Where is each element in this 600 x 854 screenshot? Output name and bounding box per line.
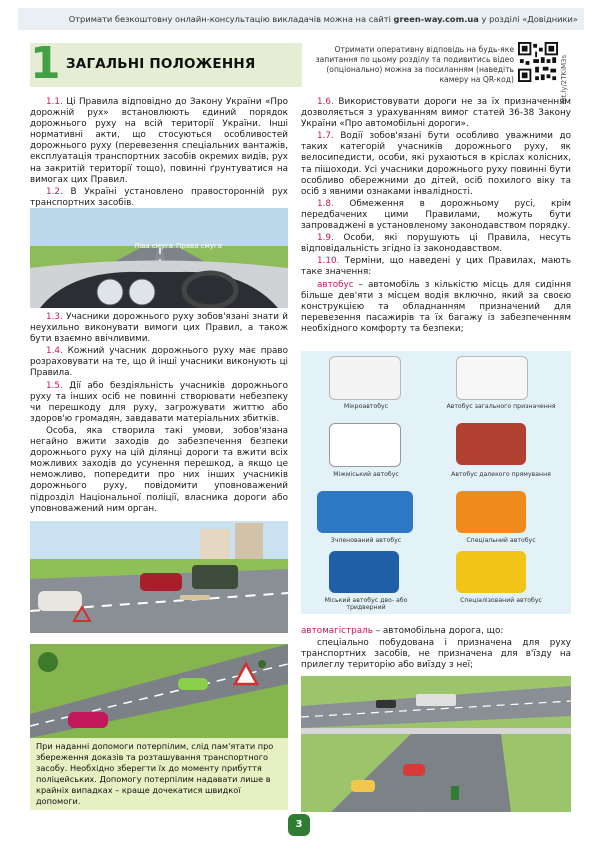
section-title: ЗАГАЛЬНІ ПОЛОЖЕННЯ (66, 56, 256, 72)
lane-left-label: Ліва смуга (134, 242, 174, 250)
qr-url: bit.ly/2TKiM3s (560, 54, 568, 104)
bus-image-7 (329, 551, 399, 593)
site-link[interactable]: green-way.com.ua (393, 14, 479, 24)
bus-image-2 (456, 356, 528, 400)
term-highway-definition-2: спеціально побудована і призначена для руху транспортних засобів, не призначена для в'їзду на прилеглу територію або виїзду з неї; (301, 638, 571, 671)
paragraph-1-9: 1.9. Особи, які порушують ці Правила, несуть відповідальність згідно із законодавством. (301, 233, 571, 255)
lane-right-label: Права смуга (176, 242, 222, 250)
bus-caption-8: Спеціалізований автобус (460, 597, 542, 604)
paragraph-1-5-cont: Особа, яка створила такі умови, зобов'язана негайно вжити заходів до забезпечення безпеки дорожнього руху на цій ділянці дороги та вжити всіх можливих заходів до усунення перешкод, а якщо це неможливо, попередити про них інших учасників дорожнього руху, повідомити уповноважений підрозділ Національної поліції, власника дороги або уповноважений ним орган. (30, 425, 288, 514)
bus-caption-3: Міжміський автобус (333, 471, 399, 478)
bus-image-4 (456, 423, 526, 465)
bus-image-1 (329, 356, 401, 400)
right-column-top (301, 97, 571, 336)
term-bus-definition: автобус – автомобіль з кількістю місць для сидіння більше дев'яти з місцем водія включно, який за своєю конструкцією та обладнанням призначений для перевезення пасажирів та їх багажу із забезпеченням необхідного комфорту та безпеки; (301, 279, 571, 334)
qr-code-icon[interactable] (518, 42, 558, 82)
left-column-middle (30, 312, 288, 516)
road-warning-illustration (30, 644, 288, 738)
right-column-bottom (301, 626, 571, 672)
bus-caption-7: Міський автобус дво- або тридверний (324, 597, 408, 611)
bus-image-3 (329, 423, 401, 467)
paragraph-1-8: 1.8. Обмеження в дорожньому русі, крім передбачених цими Правилами, можуть бути запроваджені в установленому законодавством порядку. (301, 198, 571, 232)
paragraph-1-4: 1.4. Кожний учасник дорожнього руху має право розраховувати на те, що й інші учасники виконують ці Правила. (30, 346, 288, 379)
first-aid-note: При наданні допомоги потерпілим, слід пам'ятати про збереження доказів та розташування транспортного засобу. Необхідно зберегти їх до моменту прибуття поліцейських. Допомогу потерпілим надавати лише в крайніх випадках – краще дочекатися швидкої допомоги. (30, 738, 288, 810)
bus-caption-4: Автобус далекого прямування (451, 471, 551, 478)
paragraph-1-1: 1.1. Ці Правила відповідно до Закону України «Про дорожній рух» встановлюють єдиний порядок дорожнього руху на всій території України. Інші нормативні акти, що стосуються особливостей дорожнього руху (перевезення спеціальних вантажів, експлуатація транспортних засобів окремих видів, рух на закритій території тощо), повинні ґрунтуватися на вимогах цих Правил. (30, 97, 288, 185)
bus-image-6 (456, 491, 526, 533)
dashboard-road-image (30, 208, 288, 308)
bus-types-panel (301, 351, 571, 614)
bus-image-5 (317, 491, 413, 533)
paragraph-1-7: 1.7. Водії зобов'язані бути особливо уважними до таких категорій учасників дорожнього руху, як велосипедисти, особи, які рухаються в кріслах колісних, та пішоходи. Усі учасники дорожнього руху повинні бути особливо обережними до дітей, осіб похилого віку та осіб з явними ознаками інвалідності. (301, 131, 572, 197)
accident-scene-image (30, 521, 288, 633)
paragraph-1-5: 1.5. Дії або бездіяльність учасників дорожнього руху та інших осіб не повинні створювати небезпеку чи перешкоду для руху, загрожувати життю або здоров'ю громадян, завдавати матеріальних збитків. (30, 380, 289, 424)
bus-caption-2: Автобус загального призначення (446, 403, 556, 410)
page-number: 3 (288, 814, 310, 836)
paragraph-1-2: 1.2. В Україні установлено правосторонній рух транспортних засобів. (30, 186, 288, 208)
paragraph-1-3: 1.3. Учасники дорожнього руху зобов'язані знати й неухильно виконувати вимоги цих Правил, а також бути взаємно ввічливими. (30, 312, 288, 345)
bus-caption-6: Спеціальний автобус (466, 537, 536, 544)
qr-description: Отримати оперативну відповідь на будь-яке запитання по цьому розділу та подивитись відео (опціонально) можна за посиланням (наведіть камеру на QR-код) (315, 45, 514, 84)
highway-image (301, 676, 571, 812)
paragraph-1-10: 1.10. Терміни, що наведені у цих Правилах, мають таке значення: (301, 256, 571, 278)
left-column-top (30, 97, 288, 210)
highway-illustration (301, 676, 571, 812)
bus-image-8 (456, 551, 526, 593)
paragraph-1-6: 1.6. Використовувати дороги не за їх призначенням дозволяється з урахуванням вимог статей 36-38 Закону України «Про автомобільні дороги». (301, 97, 571, 130)
top-banner: Отримати безкоштовну онлайн-консультацію викладачів можна на сайті green-way.com.ua у розділі «Довідники» (18, 8, 584, 30)
section-number: 1 (30, 38, 61, 89)
bus-caption-5: Зчленований автобус (330, 537, 402, 544)
bus-caption-1: Мікроавтобус (343, 403, 389, 410)
road-warning-image (30, 644, 288, 738)
road-illustration (30, 208, 288, 308)
accident-illustration (30, 521, 288, 633)
term-highway-definition: автомагістраль – автомобільна дорога, що: (301, 626, 504, 636)
